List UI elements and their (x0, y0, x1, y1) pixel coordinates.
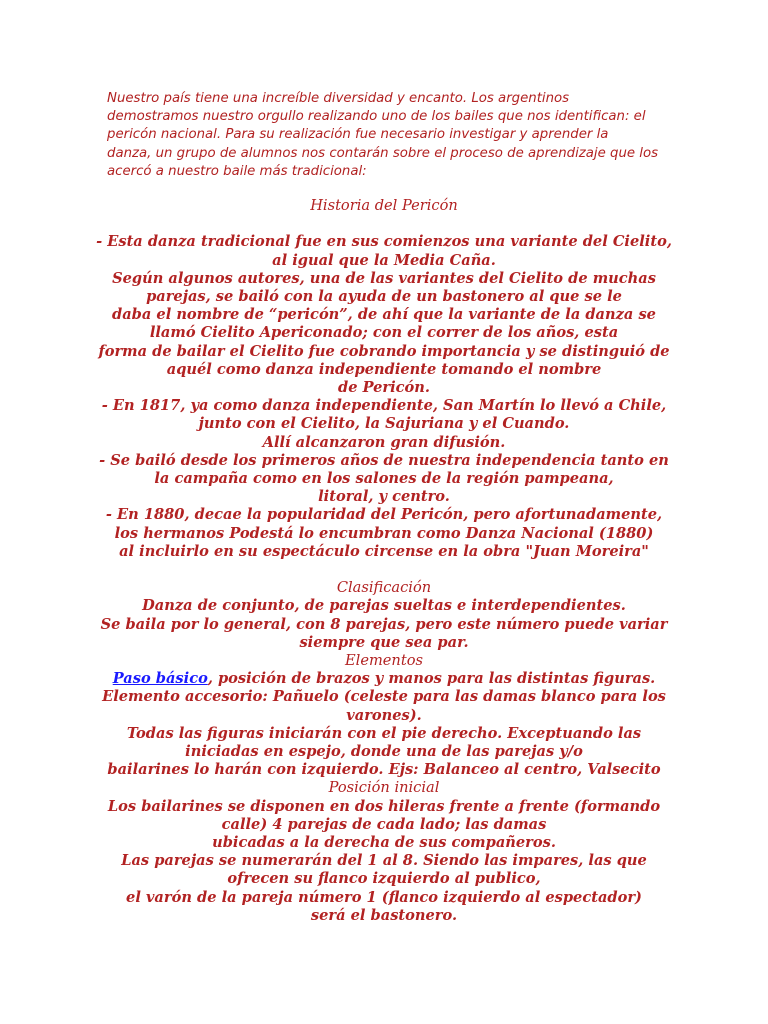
historia-line: - Se bailó desde los primeros años de nuestra independencia tanto en (99, 451, 669, 469)
historia-line: llamó Cielito Apericonado; con el correr de los años, esta (149, 324, 619, 342)
historia-line: Según algunos autores, una de las variantes del Cielito de muchas (112, 269, 656, 287)
posicion-line: el varón de la pareja número 1 (flanco izquierdo al espectador) (126, 888, 642, 906)
document-body (0, 197, 768, 925)
spacer (0, 561, 768, 579)
intro-line: demostramos nuestro orgullo realizando uno de los bailes que nos identifican: el (107, 109, 646, 125)
intro-line: pericón nacional. Para su realización fue necesario investigar y aprender la (107, 127, 609, 143)
posicion-line: ofrecen su flanco izquierdo al publico, (227, 870, 541, 888)
historia-line: Allí alcanzaron gran difusión. (262, 433, 506, 451)
elementos-line: iniciadas en espejo, donde una de las parejas y/o (185, 743, 583, 761)
historia-line: forma de bailar el Cielito fue cobrando importancia y se distinguió de (98, 342, 670, 360)
historia-line: parejas, se bailó con la ayuda de un bastonero al que se le (146, 288, 622, 305)
elementos-line: Todas las figuras iniciarán con el pie derecho. Exceptuando las (126, 724, 642, 742)
intro-line: Nuestro país tiene una increíble diversidad y encanto. Los argentinos (107, 91, 570, 106)
spacer (0, 215, 768, 233)
intro-line: danza, un grupo de alumnos nos contarán sobre el proceso de aprendizaje que los (107, 145, 659, 161)
clasificacion-line: Danza de conjunto, de parejas sueltas e interdependientes. (142, 597, 626, 615)
elementos-link-line (0, 670, 768, 688)
posicion-line: ubicadas a la derecha de sus compañeros. (212, 834, 556, 852)
historia-line: la campaña como en los salones de la región pampeana, (154, 470, 614, 488)
historia-title: Historia del Pericón (310, 197, 458, 214)
historia-line: - En 1817, ya como danza independiente, San Martín lo llevó a Chile, (101, 397, 667, 415)
posicion-line: Los bailarines se disponen en dos hileras frente a frente (formando (107, 797, 661, 815)
paso-basico-link[interactable]: Paso básico (112, 670, 208, 688)
historia-line: al igual que la Media Caña. (272, 251, 496, 269)
elementos-title: Elementos (345, 652, 423, 670)
historia-line: aquél como danza independiente tomando el nombre (166, 360, 602, 378)
elementos-link-rest: , posición de brazos y manos para las distintas figuras. (207, 670, 656, 688)
intro-paragraph (107, 90, 667, 181)
clasificacion-title: Clasificación (336, 579, 432, 597)
posicion-title: Posición inicial (328, 779, 440, 797)
historia-line: al incluirlo en su espectáculo circense en la obra "Juan Moreira" (119, 542, 649, 560)
historia-line: - En 1880, decae la popularidad del Pericón, pero afortunadamente, (105, 506, 663, 524)
clasificacion-line: Se baila por lo general, con 8 parejas, pero este número puede variar (100, 615, 668, 633)
posicion-line: Las parejas se numerarán del 1 al 8. Siendo las impares, las que (121, 852, 647, 870)
historia-line: - Esta danza tradicional fue en sus comienzos una variante del Cielito, (96, 233, 672, 251)
historia-line: daba el nombre de “pericón”, de ahí que la variante de la danza se (112, 306, 656, 324)
posicion-line: será el bastonero. (310, 906, 458, 924)
historia-line: los hermanos Podestá lo encumbran como Danza Nacional (1880) (114, 524, 654, 542)
historia-line: de Pericón. (338, 379, 430, 397)
elementos-line: varones). (346, 706, 422, 724)
historia-line: litoral, y centro. (318, 488, 450, 506)
intro-line: acercó a nuestro baile más tradicional: (107, 163, 367, 179)
posicion-line: calle) 4 parejas de cada lado; las damas (221, 815, 547, 833)
clasificacion-line: siempre que sea par. (299, 633, 469, 651)
historia-line: junto con el Cielito, la Sajuriana y el Cuando. (198, 415, 570, 433)
elementos-line: bailarines lo harán con izquierdo. Ejs: Balanceo al centro, Valsecito (107, 761, 661, 779)
elementos-line: Elemento accesorio: Pañuelo (celeste para las damas blanco para los (102, 688, 666, 706)
